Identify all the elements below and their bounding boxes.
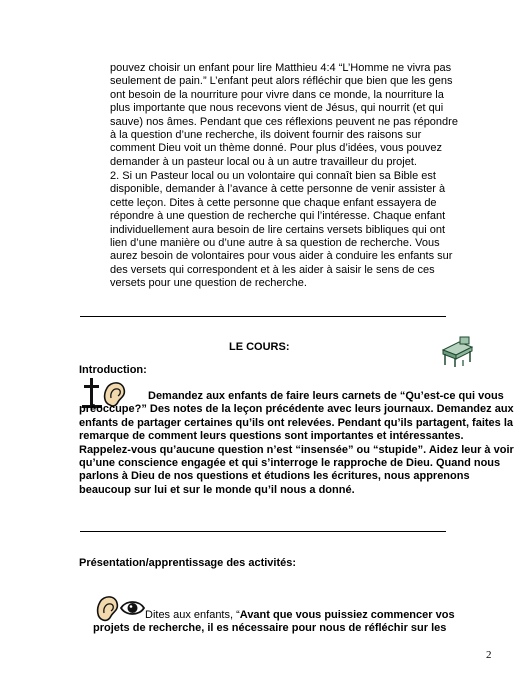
text-line: à la question d’une recherche, ils doivent fournir des raisons sur [110, 129, 422, 142]
text-line: aurez besoin de volontaires pour vous aider à conduire les enfants sur [110, 250, 453, 263]
text-line: répondre à une question de recherche qui l’intéresse. Chaque enfant [110, 210, 446, 223]
introduction-label: Introduction: [79, 364, 147, 376]
divider [80, 531, 446, 532]
text-line [93, 609, 455, 622]
text-line: seulement de pain.” L’enfant peut alors réfléchir que bien que les gens [110, 75, 453, 88]
introduction-paragraph [79, 390, 514, 497]
text-line: ont besoin de la nourriture pour vivre dans ce monde, la nourriture la [110, 88, 444, 101]
text-line: beaucoup sur lui et sur le monde qu’il nous a donné. [79, 483, 355, 496]
text-line: Rappelez-vous qu’aucune question n’est “insensée” ou “stupide”. Aidez leur à voir [79, 443, 514, 456]
presentation-heading: Présentation/apprentissage des activités: [79, 557, 297, 569]
text-line: comment Dieu voit un thème donné. Pour plus d’idées, vous pouvez [110, 142, 443, 155]
lecture-heading: LE COURS: [229, 341, 290, 353]
instruction-intro: Dites aux enfants, “ [145, 609, 240, 621]
text-line: cette leçon. Dites à cette personne que chaque enfant essayera de [110, 196, 437, 209]
item-2-paragraph [110, 170, 452, 291]
text-line: 2. Si un Pasteur local ou un volontaire qui connaît bien sa Bible est [110, 170, 436, 182]
text-line: enfants de partager certaines qu’ils ont relevées. Pendant qu’ils partagent, faites la [79, 416, 514, 429]
instruction-quote: Avant que vous puissiez commencer vos [239, 609, 455, 621]
text-line: lien d’une manière ou d’une autre à sa question de recherche. Vous [110, 237, 440, 250]
divider [80, 316, 446, 317]
text-line: projets de recherche, il es nécessaire pour nous de réfléchir sur les [93, 622, 447, 635]
text-line: disponible, demander à l’avance à cette personne de venir assister à [110, 183, 446, 196]
text-line: demander à un pasteur local ou à un autre travailleur du projet. [110, 155, 417, 168]
text-line: versets pour une question de recherche. [110, 277, 307, 290]
text-line: Demandez aux enfants de faire leurs carnets de “Qu’est-ce qui vous [148, 390, 504, 402]
text-line: individuellement aura besoin de lire certains versets bibliques qui ont [110, 223, 446, 236]
text-line: remarque de comment leurs questions sont importantes et intéressantes. [79, 430, 464, 443]
text-line: qu’une conscience engagée et qui s’interroge le rapproche de Dieu. Quand nous [79, 457, 501, 470]
presentation-paragraph [93, 609, 455, 636]
text-line: pouvez choisir un enfant pour lire Matthieu 4:4 “L’Homme ne vivra pas [110, 62, 452, 74]
text-line: plus importante que nous recevons vient de Jésus, qui nourrit (et qui [110, 102, 444, 115]
text-line: parlons à Dieu de nos questions et étudions les écritures, nous apprenons [79, 470, 470, 483]
text-line: des versets qui correspondent et à les aider à saisir le sens de ces [110, 263, 435, 276]
text-line: préoccupe?” Des notes de la leçon précédente avec leurs journaux. Demandez aux [79, 403, 514, 416]
text-line: sauve) nos âmes. Pendant que ces réflexions peuvent ne pas répondre [110, 115, 458, 128]
intro-paragraph [110, 62, 458, 169]
page-number: 2 [486, 649, 492, 661]
classroom-desk-icon [439, 336, 475, 368]
